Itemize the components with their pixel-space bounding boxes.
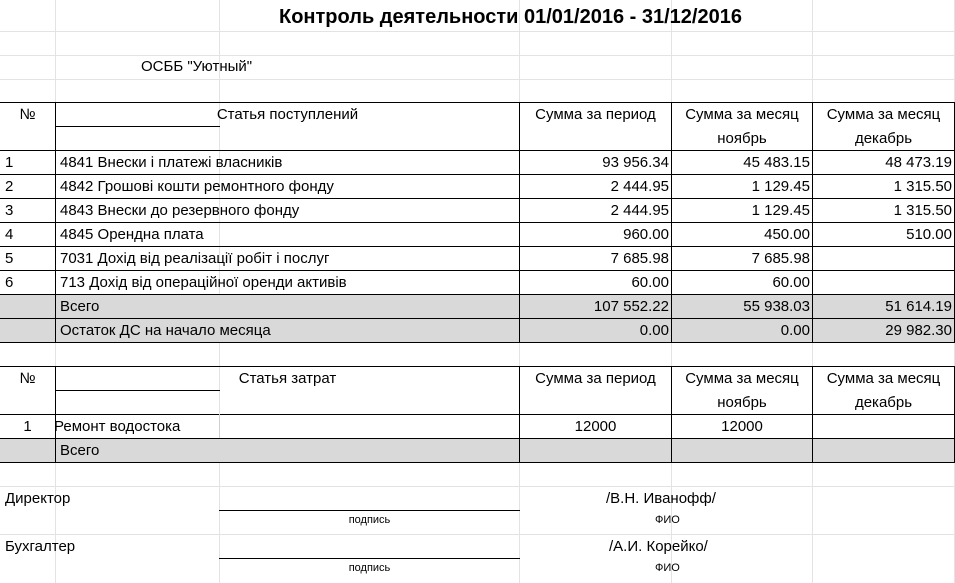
row-item: 4843 Внески до резервного фонду <box>60 202 300 219</box>
row-month2: 1 315.50 <box>893 178 952 195</box>
row-period: 960.00 <box>623 226 669 243</box>
row-period: 60.00 <box>631 274 669 291</box>
balance-label: Остаток ДС на начало месяца <box>60 322 271 339</box>
row-item: 4842 Грошові кошти ремонтного фонду <box>60 178 334 195</box>
expense-header-item: Статья затрат <box>238 370 337 387</box>
income-header-month1-name: ноябрь <box>717 130 767 147</box>
expense-header-month2: Сумма за месяц <box>826 370 941 387</box>
row-num: 1 <box>23 418 32 435</box>
accountant-label: Бухгалтер <box>5 538 76 555</box>
row-item: Ремонт водостока <box>54 418 181 435</box>
income-header-num: № <box>19 106 36 123</box>
row-num: 6 <box>5 274 14 291</box>
org-name: ОСББ "Уютный" <box>141 58 253 75</box>
row-month1: 1 129.45 <box>751 178 810 195</box>
row-period: 93 956.34 <box>602 154 669 171</box>
row-item: 4841 Внески і платежі власників <box>60 154 283 171</box>
page-title: Контроль деятельности 01/01/2016 - 31/12/2016 <box>279 6 742 28</box>
row-num: 4 <box>5 226 14 243</box>
row-month2: 48 473.19 <box>885 154 952 171</box>
row-period: 2 444.95 <box>610 202 669 219</box>
row-item: 713 Дохід від операційної оренди активів <box>60 274 347 291</box>
row-month1: 12000 <box>721 418 763 435</box>
row-month1: 45 483.15 <box>743 154 810 171</box>
income-header-month2: Сумма за месяц <box>826 106 941 123</box>
income-header-month1: Сумма за месяц <box>685 106 799 123</box>
accountant-name: /А.И. Корейко/ <box>609 538 708 555</box>
director-signature-line <box>219 510 520 511</box>
income-total-month1: 55 938.03 <box>743 298 810 315</box>
row-month2 <box>813 415 954 439</box>
expense-header-period: Сумма за период <box>535 370 656 387</box>
income-header-item: Статья поступлений <box>216 106 359 123</box>
row-month1: 450.00 <box>764 226 810 243</box>
director-name: /В.Н. Иванофф/ <box>606 490 716 507</box>
income-total-period: 107 552.22 <box>593 298 669 315</box>
row-num: 1 <box>5 154 14 171</box>
row-num: 3 <box>5 202 14 219</box>
expense-header-month1-name: ноябрь <box>717 394 767 411</box>
accountant-sign-caption: подпись <box>348 562 391 574</box>
accountant-fio-caption: ФИО <box>655 562 680 574</box>
row-period: 2 444.95 <box>610 178 669 195</box>
row-month1: 60.00 <box>772 274 810 291</box>
income-header-month2-name: декабрь <box>854 130 913 147</box>
balance-month2: 29 982.30 <box>885 322 952 339</box>
row-month2: 510.00 <box>906 226 952 243</box>
row-month1: 7 685.98 <box>751 250 810 267</box>
row-item: 7031 Дохід від реалізації робіт і послуг <box>60 250 330 267</box>
row-month2 <box>813 271 952 295</box>
accountant-signature-line <box>219 558 520 559</box>
row-num: 2 <box>5 178 14 195</box>
row-num: 5 <box>5 250 14 267</box>
director-fio-caption: ФИО <box>655 514 680 526</box>
income-total-label: Всего <box>60 298 100 315</box>
row-month2 <box>813 247 952 271</box>
director-sign-caption: подпись <box>348 514 391 526</box>
income-total-month2: 51 614.19 <box>885 298 952 315</box>
row-period: 7 685.98 <box>610 250 669 267</box>
balance-month1: 0.00 <box>780 322 810 339</box>
expense-total-label: Всего <box>60 442 100 459</box>
row-period: 12000 <box>574 418 617 435</box>
income-header-period: Сумма за период <box>535 106 656 123</box>
expense-header-month1: Сумма за месяц <box>685 370 799 387</box>
row-item: 4845 Орендна плата <box>60 226 204 243</box>
row-month1: 1 129.45 <box>751 202 810 219</box>
balance-period: 0.00 <box>639 322 669 339</box>
expense-header-num: № <box>19 370 36 387</box>
director-label: Директор <box>5 490 71 507</box>
row-month2: 1 315.50 <box>893 202 952 219</box>
expense-header-month2-name: декабрь <box>854 394 913 411</box>
